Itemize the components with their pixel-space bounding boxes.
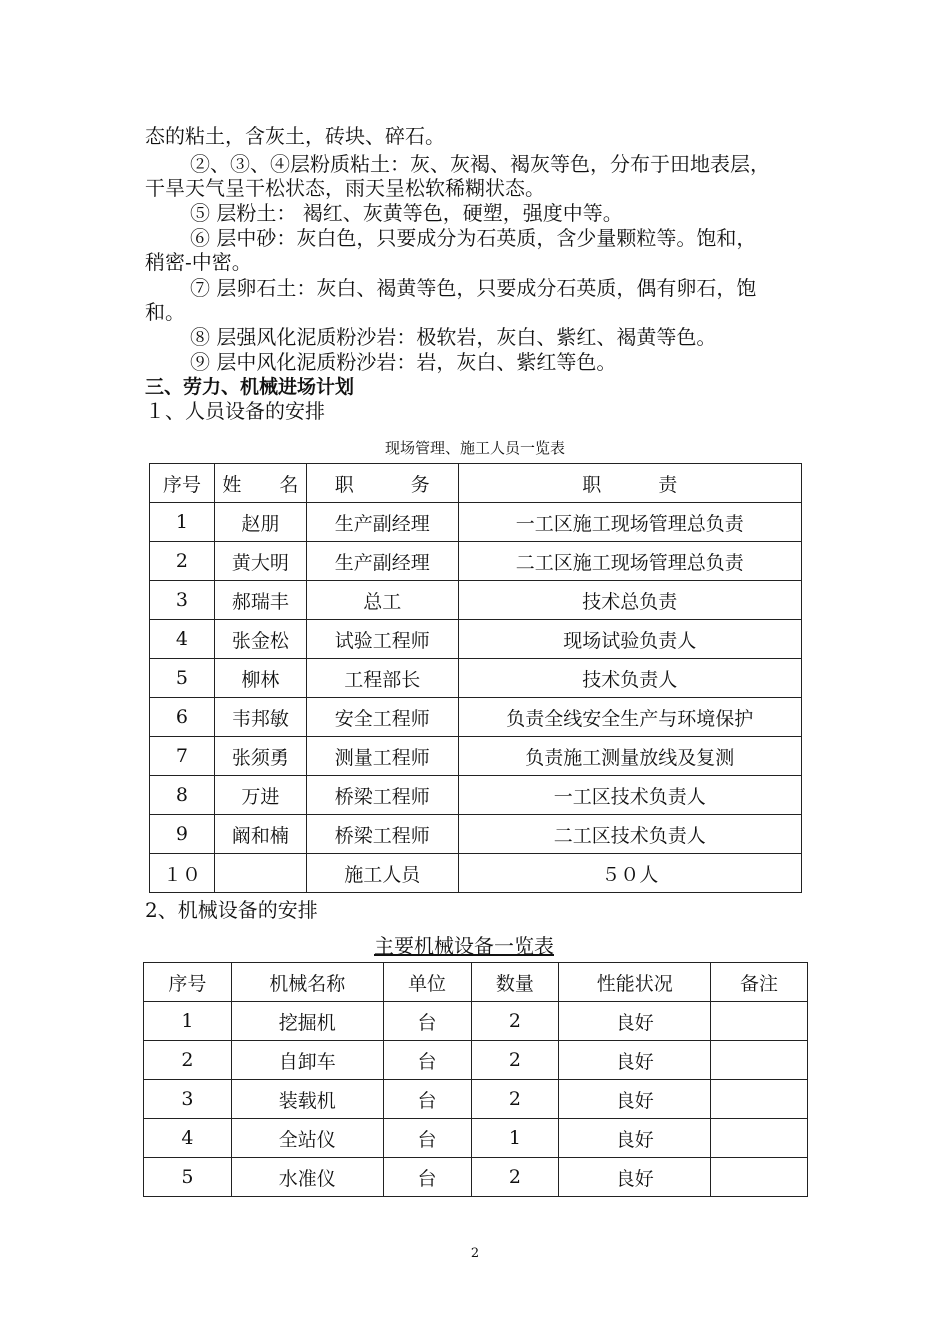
subsection-heading: 2、机械设备的安排 [145, 898, 318, 922]
cell-duty: 负责全线安全生产与环境保护 [458, 698, 801, 737]
table-row [144, 1080, 808, 1119]
cell-position: 测量工程师 [306, 737, 458, 776]
cell-number: 9 [150, 815, 215, 854]
cell-duty: 二工区施工现场管理总负责 [458, 542, 801, 581]
cell-number: 5 [144, 1158, 232, 1197]
cell-unit: 台 [383, 1002, 471, 1041]
cell-condition: 良好 [559, 1041, 711, 1080]
paragraph-line: 干旱天气呈干松状态，雨天呈松软稀糊状态。 [145, 176, 545, 200]
col-header-number: 序号 [144, 963, 232, 1002]
col-header-duty: 职 责 [458, 464, 801, 503]
cell-name: 赵朋 [214, 503, 306, 542]
cell-machine-name: 水准仪 [231, 1158, 383, 1197]
cell-position: 工程部长 [306, 659, 458, 698]
col-header-number: 序号 [150, 464, 215, 503]
cell-quantity: 1 [471, 1119, 559, 1158]
cell-quantity: 2 [471, 1002, 559, 1041]
cell-number: １０ [150, 854, 215, 893]
col-header-unit: 单位 [383, 963, 471, 1002]
paragraph-line: 稍密-中密。 [145, 250, 252, 274]
cell-name: 郝瑞丰 [214, 581, 306, 620]
cell-position: 桥梁工程师 [306, 776, 458, 815]
cell-condition: 良好 [559, 1002, 711, 1041]
cell-number: 2 [150, 542, 215, 581]
cell-number: 6 [150, 698, 215, 737]
cell-name: 韦邦敏 [214, 698, 306, 737]
col-header-machine-name: 机械名称 [231, 963, 383, 1002]
cell-unit: 台 [383, 1041, 471, 1080]
table-header-row [150, 464, 802, 503]
cell-quantity: 2 [471, 1158, 559, 1197]
paragraph-line: ⑧ 层强风化泥质粉沙岩：极软岩，灰白、紫红、褐黄等色。 [190, 325, 717, 349]
cell-remarks [711, 1158, 808, 1197]
cell-name: 黄大明 [214, 542, 306, 581]
cell-remarks [711, 1080, 808, 1119]
section-heading: 三、劳力、机械进场计划 [145, 376, 355, 398]
cell-name: 阚和楠 [214, 815, 306, 854]
cell-duty: ５０人 [458, 854, 801, 893]
table-row [150, 815, 802, 854]
equipment-table [143, 962, 808, 1197]
paragraph-line: ⑤ 层粉土： 褐红、灰黄等色，硬塑，强度中等。 [190, 201, 623, 225]
col-header-remarks: 备注 [711, 963, 808, 1002]
table-row [150, 776, 802, 815]
cell-unit: 台 [383, 1158, 471, 1197]
paragraph-line: 态的粘土，含灰土，砖块、碎石。 [145, 124, 445, 148]
cell-number: 8 [150, 776, 215, 815]
cell-duty: 负责施工测量放线及复测 [458, 737, 801, 776]
cell-position: 总工 [306, 581, 458, 620]
table1-caption: 现场管理、施工人员一览表 [384, 439, 565, 457]
cell-duty: 二工区技术负责人 [458, 815, 801, 854]
table-row [144, 1041, 808, 1080]
cell-position: 桥梁工程师 [306, 815, 458, 854]
cell-name: 张金松 [214, 620, 306, 659]
cell-number: 1 [144, 1002, 232, 1041]
table-row [150, 659, 802, 698]
cell-position: 生产副经理 [306, 503, 458, 542]
staff-table [149, 463, 802, 893]
cell-number: 3 [144, 1080, 232, 1119]
cell-remarks [711, 1041, 808, 1080]
table2-caption: 主要机械设备一览表 [374, 934, 554, 958]
cell-number: 4 [150, 620, 215, 659]
cell-name: 万进 [214, 776, 306, 815]
table-row [144, 1002, 808, 1041]
cell-remarks [711, 1002, 808, 1041]
cell-position: 施工人员 [306, 854, 458, 893]
cell-number: 2 [144, 1041, 232, 1080]
cell-duty: 技术总负责 [458, 581, 801, 620]
table-row [150, 620, 802, 659]
cell-number: 5 [150, 659, 215, 698]
table-row [144, 1158, 808, 1197]
cell-machine-name: 自卸车 [231, 1041, 383, 1080]
cell-duty: 一工区施工现场管理总负责 [458, 503, 801, 542]
col-header-name: 姓 名 [214, 464, 306, 503]
table-row [150, 854, 802, 893]
paragraph-line: ②、③、④层粉质粘土：灰、灰褐、褐灰等色，分布于田地表层， [190, 152, 770, 176]
cell-condition: 良好 [559, 1080, 711, 1119]
cell-duty: 技术负责人 [458, 659, 801, 698]
cell-remarks [711, 1119, 808, 1158]
cell-name [214, 854, 306, 893]
cell-quantity: 2 [471, 1041, 559, 1080]
cell-condition: 良好 [559, 1119, 711, 1158]
subsection-heading: １、人员设备的安排 [145, 399, 325, 423]
cell-condition: 良好 [559, 1158, 711, 1197]
col-header-condition: 性能状况 [559, 963, 711, 1002]
table-row [150, 737, 802, 776]
cell-name: 张须勇 [214, 737, 306, 776]
col-header-quantity: 数量 [471, 963, 559, 1002]
cell-machine-name: 装载机 [231, 1080, 383, 1119]
table-header-row [144, 963, 808, 1002]
cell-duty: 一工区技术负责人 [458, 776, 801, 815]
cell-quantity: 2 [471, 1080, 559, 1119]
cell-number: 3 [150, 581, 215, 620]
cell-unit: 台 [383, 1080, 471, 1119]
cell-duty: 现场试验负责人 [458, 620, 801, 659]
cell-machine-name: 全站仪 [231, 1119, 383, 1158]
cell-unit: 台 [383, 1119, 471, 1158]
cell-position: 安全工程师 [306, 698, 458, 737]
cell-number: 4 [144, 1119, 232, 1158]
paragraph-line: 和。 [145, 300, 185, 324]
paragraph-line: ⑥ 层中砂：灰白色，只要成分为石英质，含少量颗粒等。饱和， [190, 226, 757, 250]
cell-position: 试验工程师 [306, 620, 458, 659]
cell-name: 柳林 [214, 659, 306, 698]
page-number: 2 [470, 1246, 480, 1261]
col-header-position: 职 务 [306, 464, 458, 503]
table-row [150, 698, 802, 737]
cell-machine-name: 挖掘机 [231, 1002, 383, 1041]
cell-number: 1 [150, 503, 215, 542]
cell-position: 生产副经理 [306, 542, 458, 581]
paragraph-line: ⑨ 层中风化泥质粉沙岩：岩，灰白、紫红等色。 [190, 350, 617, 374]
table-row [150, 503, 802, 542]
paragraph-line: ⑦ 层卵石土：灰白、褐黄等色，只要成分石英质，偶有卵石，饱 [190, 276, 757, 300]
table-row [150, 542, 802, 581]
table-row [144, 1119, 808, 1158]
table-row [150, 581, 802, 620]
cell-number: 7 [150, 737, 215, 776]
